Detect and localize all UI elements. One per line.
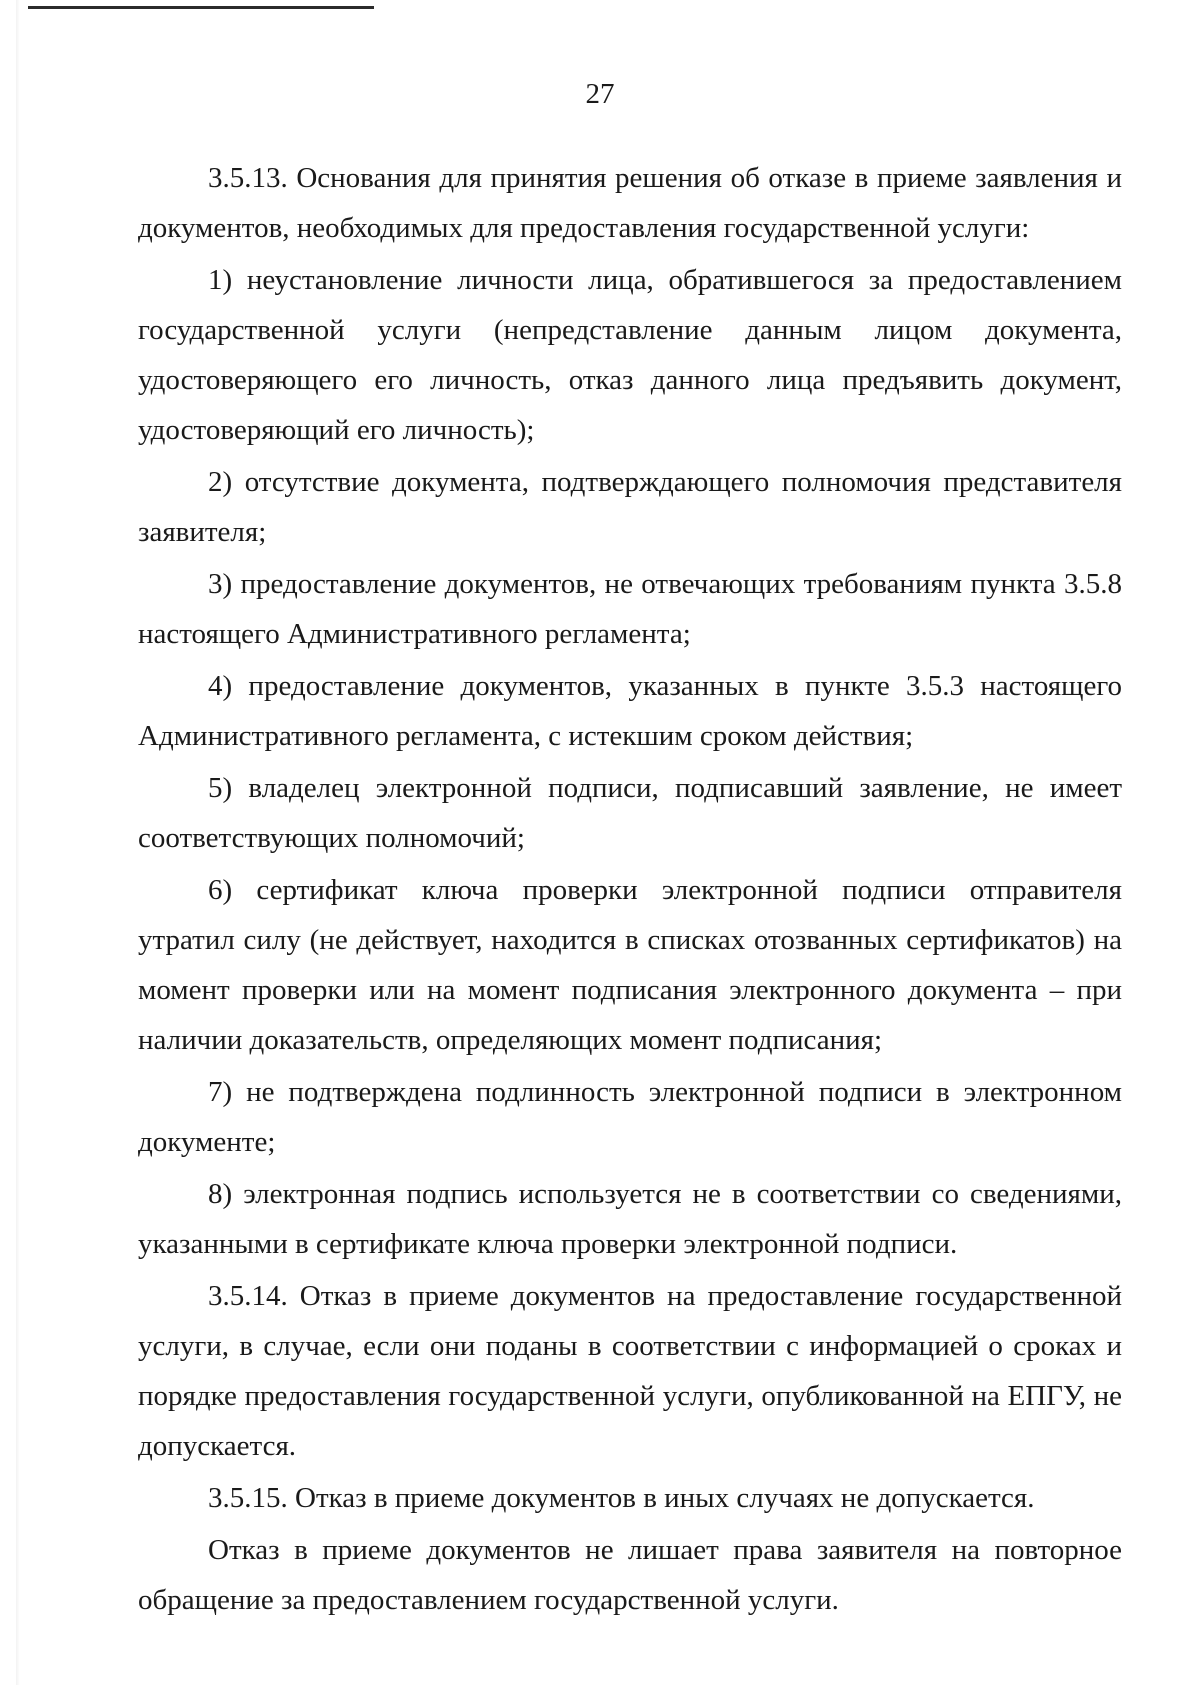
scan-top-line [28, 6, 374, 9]
document-body [138, 153, 1122, 1627]
paragraph-3-5-14: 3.5.14. Отказ в приеме документов на предоставление государственной услуги, в случае, если они поданы в соответствии с информацией о сроках и порядке предоставления государственной услуги, опубликованной на ЕПГУ, не допускается. [138, 1280, 1122, 1462]
list-item-4: 4) предоставление документов, указанных в пункте 3.5.3 настоящего Административного регламента, с истекшим сроком действия; [138, 670, 1122, 752]
paragraph-closing: Отказ в приеме документов не лишает права заявителя на повторное обращение за предоставлением государственной услуги. [138, 1534, 1122, 1616]
list-item-1: 1) неустановление личности лица, обратившегося за предоставлением государственной услуги (непредставление данным лицом документа, удостоверяющего его личность, отказ данного лица предъявить документ, удостоверяющий его личность); [138, 264, 1122, 446]
page-number: 27 [585, 78, 615, 110]
paragraph-3-5-13: 3.5.13. Основания для принятия решения об отказе в приеме заявления и документов, необходимых для предоставления государственной услуги: [138, 162, 1122, 244]
list-item-5: 5) владелец электронной подписи, подписавший заявление, не имеет соответствующих полномочий; [138, 772, 1122, 854]
list-item-2: 2) отсутствие документа, подтверждающего полномочия представителя заявителя; [138, 466, 1122, 548]
paragraph-3-5-15: 3.5.15. Отказ в приеме документов в иных случаях не допускается. [208, 1482, 1035, 1514]
list-item-3: 3) предоставление документов, не отвечающих требованиям пункта 3.5.8 настоящего Административного регламента; [138, 568, 1122, 650]
list-item-8: 8) электронная подпись используется не в соответствии со сведениями, указанными в сертификате ключа проверки электронной подписи. [138, 1178, 1122, 1260]
scan-edge-shadow [16, 0, 20, 1685]
list-item-6: 6) сертификат ключа проверки электронной подписи отправителя утратил силу (не действует, находится в списках отозванных сертификатов) на момент проверки или на момент подписания электронного документа – при наличии доказательств, определяющих момент подписания; [138, 874, 1122, 1056]
list-item-7: 7) не подтверждена подлинность электронной подписи в электронном документе; [138, 1076, 1122, 1158]
